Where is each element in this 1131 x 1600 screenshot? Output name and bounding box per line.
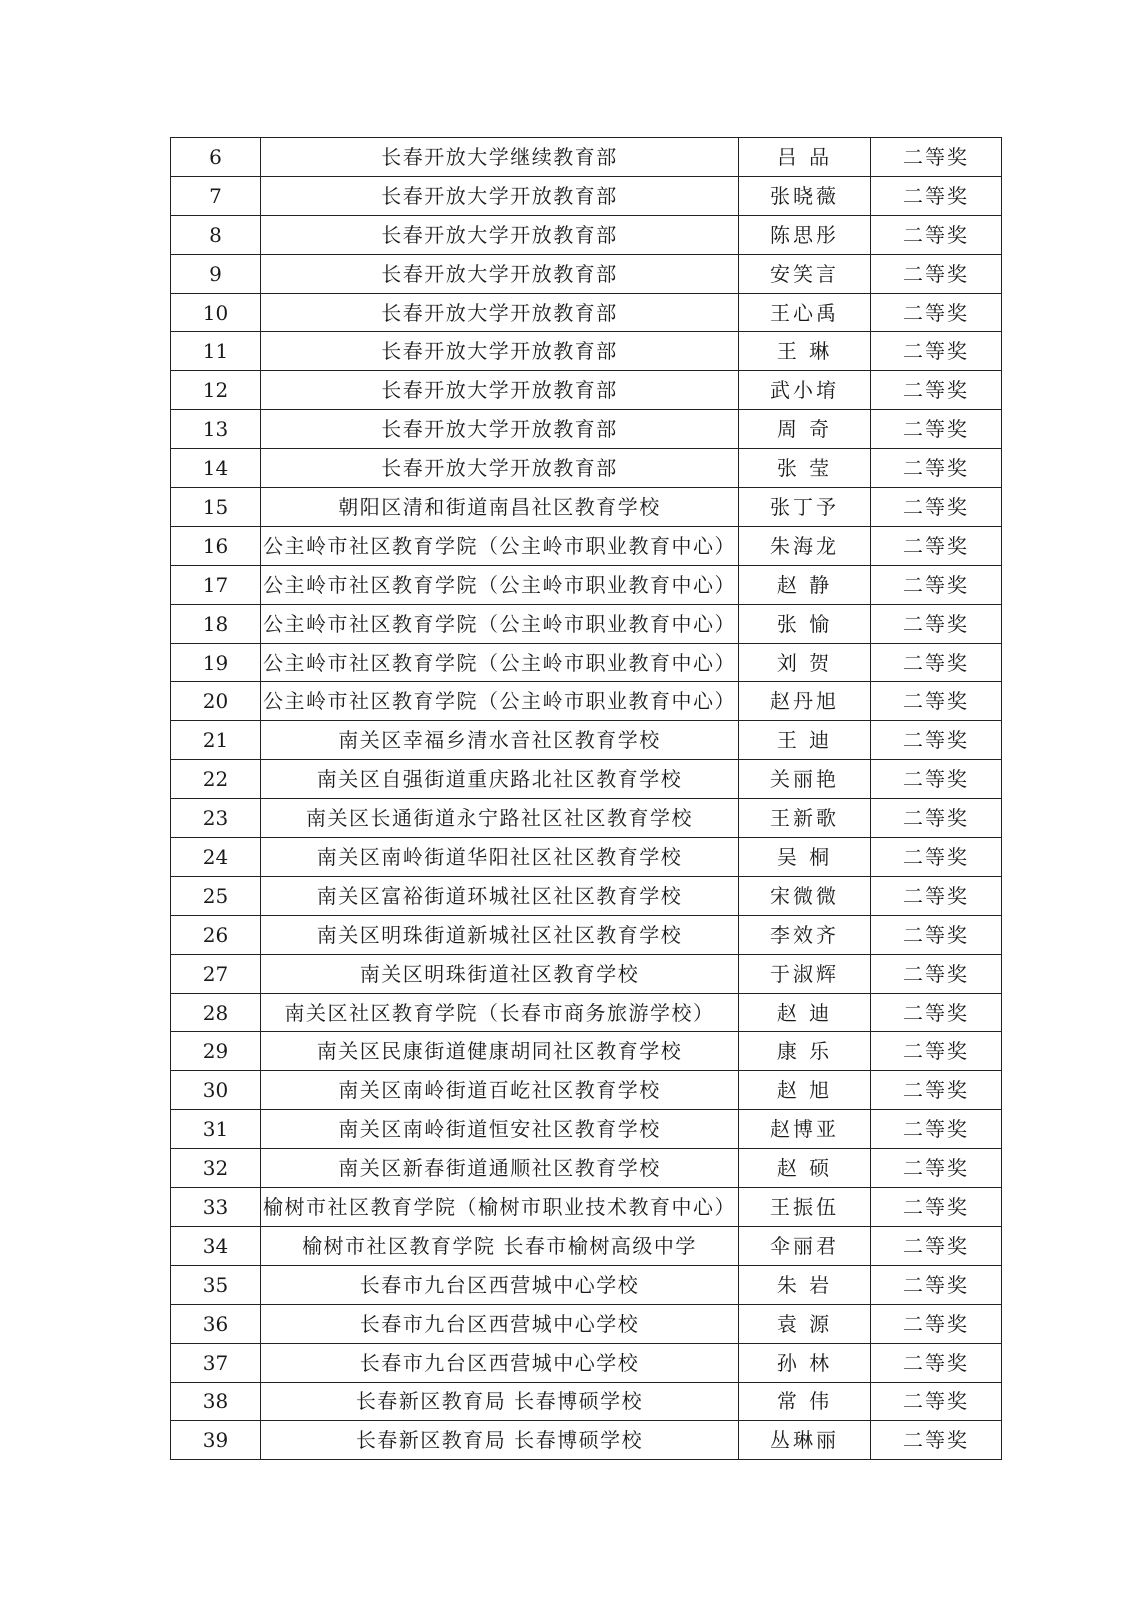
table-row xyxy=(171,1110,1002,1149)
person-name: 赵丹旭 xyxy=(739,682,871,721)
row-number: 21 xyxy=(171,721,261,760)
table-row xyxy=(171,565,1002,604)
row-number: 20 xyxy=(171,682,261,721)
award-level: 二等奖 xyxy=(871,371,1002,410)
row-number: 14 xyxy=(171,449,261,488)
award-level: 二等奖 xyxy=(871,1110,1002,1149)
row-number: 10 xyxy=(171,293,261,332)
unit-name: 南关区南岭街道华阳社区社区教育学校 xyxy=(261,838,739,877)
row-number: 17 xyxy=(171,565,261,604)
person-name: 李效齐 xyxy=(739,915,871,954)
award-level: 二等奖 xyxy=(871,1421,1002,1460)
award-level: 二等奖 xyxy=(871,954,1002,993)
award-level: 二等奖 xyxy=(871,526,1002,565)
person-name: 赵 迪 xyxy=(739,993,871,1032)
award-level: 二等奖 xyxy=(871,176,1002,215)
row-number: 12 xyxy=(171,371,261,410)
person-name: 张 莹 xyxy=(739,449,871,488)
unit-name: 公主岭市社区教育学院（公主岭市职业教育中心） xyxy=(261,526,739,565)
table-row xyxy=(171,254,1002,293)
row-number: 23 xyxy=(171,799,261,838)
table-row xyxy=(171,954,1002,993)
row-number: 37 xyxy=(171,1343,261,1382)
unit-name: 公主岭市社区教育学院（公主岭市职业教育中心） xyxy=(261,682,739,721)
award-level: 二等奖 xyxy=(871,1188,1002,1227)
unit-name: 长春开放大学开放教育部 xyxy=(261,176,739,215)
row-number: 11 xyxy=(171,332,261,371)
award-table xyxy=(170,137,1002,1460)
unit-name: 长春市九台区西营城中心学校 xyxy=(261,1304,739,1343)
person-name: 安笑言 xyxy=(739,254,871,293)
table-row xyxy=(171,371,1002,410)
unit-name: 南关区幸福乡清水音社区教育学校 xyxy=(261,721,739,760)
row-number: 8 xyxy=(171,215,261,254)
table-row xyxy=(171,138,1002,177)
award-level: 二等奖 xyxy=(871,410,1002,449)
person-name: 赵 旭 xyxy=(739,1071,871,1110)
award-table-body xyxy=(171,138,1002,1460)
row-number: 24 xyxy=(171,838,261,877)
unit-name: 南关区富裕街道环城社区社区教育学校 xyxy=(261,876,739,915)
unit-name: 南关区新春街道通顺社区教育学校 xyxy=(261,1149,739,1188)
award-level: 二等奖 xyxy=(871,293,1002,332)
person-name: 赵 静 xyxy=(739,565,871,604)
award-level: 二等奖 xyxy=(871,332,1002,371)
person-name: 赵 硕 xyxy=(739,1149,871,1188)
table-row xyxy=(171,293,1002,332)
row-number: 9 xyxy=(171,254,261,293)
unit-name: 公主岭市社区教育学院（公主岭市职业教育中心） xyxy=(261,604,739,643)
award-level: 二等奖 xyxy=(871,643,1002,682)
table-row xyxy=(171,1188,1002,1227)
table-row xyxy=(171,1304,1002,1343)
unit-name: 南关区明珠街道社区教育学校 xyxy=(261,954,739,993)
person-name: 王 琳 xyxy=(739,332,871,371)
person-name: 朱海龙 xyxy=(739,526,871,565)
table-row xyxy=(171,1032,1002,1071)
table-row xyxy=(171,1382,1002,1421)
row-number: 25 xyxy=(171,876,261,915)
award-level: 二等奖 xyxy=(871,1343,1002,1382)
person-name: 武小堉 xyxy=(739,371,871,410)
award-level: 二等奖 xyxy=(871,1071,1002,1110)
award-level: 二等奖 xyxy=(871,838,1002,877)
row-number: 32 xyxy=(171,1149,261,1188)
award-level: 二等奖 xyxy=(871,565,1002,604)
row-number: 13 xyxy=(171,410,261,449)
row-number: 29 xyxy=(171,1032,261,1071)
table-row xyxy=(171,1421,1002,1460)
person-name: 王心禹 xyxy=(739,293,871,332)
person-name: 吴 桐 xyxy=(739,838,871,877)
person-name: 赵博亚 xyxy=(739,1110,871,1149)
person-name: 关丽艳 xyxy=(739,760,871,799)
table-row xyxy=(171,993,1002,1032)
award-level: 二等奖 xyxy=(871,721,1002,760)
table-row xyxy=(171,682,1002,721)
row-number: 15 xyxy=(171,488,261,527)
unit-name: 公主岭市社区教育学院（公主岭市职业教育中心） xyxy=(261,643,739,682)
award-level: 二等奖 xyxy=(871,254,1002,293)
row-number: 34 xyxy=(171,1226,261,1265)
unit-name: 南关区自强街道重庆路北社区教育学校 xyxy=(261,760,739,799)
table-row xyxy=(171,526,1002,565)
award-level: 二等奖 xyxy=(871,1382,1002,1421)
row-number: 19 xyxy=(171,643,261,682)
award-level: 二等奖 xyxy=(871,1265,1002,1304)
award-level: 二等奖 xyxy=(871,1226,1002,1265)
row-number: 33 xyxy=(171,1188,261,1227)
table-row xyxy=(171,799,1002,838)
table-row xyxy=(171,215,1002,254)
table-row xyxy=(171,838,1002,877)
table-row xyxy=(171,1149,1002,1188)
person-name: 伞丽君 xyxy=(739,1226,871,1265)
person-name: 常 伟 xyxy=(739,1382,871,1421)
award-level: 二等奖 xyxy=(871,449,1002,488)
unit-name: 公主岭市社区教育学院（公主岭市职业教育中心） xyxy=(261,565,739,604)
table-row xyxy=(171,876,1002,915)
unit-name: 长春新区教育局 长春博硕学校 xyxy=(261,1421,739,1460)
row-number: 38 xyxy=(171,1382,261,1421)
unit-name: 长春开放大学开放教育部 xyxy=(261,215,739,254)
table-row xyxy=(171,176,1002,215)
table-row xyxy=(171,604,1002,643)
table-row xyxy=(171,410,1002,449)
unit-name: 长春开放大学开放教育部 xyxy=(261,293,739,332)
award-level: 二等奖 xyxy=(871,1304,1002,1343)
unit-name: 长春开放大学开放教育部 xyxy=(261,371,739,410)
person-name: 于淑辉 xyxy=(739,954,871,993)
unit-name: 长春开放大学开放教育部 xyxy=(261,254,739,293)
unit-name: 朝阳区清和街道南昌社区教育学校 xyxy=(261,488,739,527)
table-row xyxy=(171,915,1002,954)
row-number: 6 xyxy=(171,138,261,177)
table-row xyxy=(171,1343,1002,1382)
table-row xyxy=(171,332,1002,371)
person-name: 吕 品 xyxy=(739,138,871,177)
award-level: 二等奖 xyxy=(871,604,1002,643)
unit-name: 长春开放大学开放教育部 xyxy=(261,332,739,371)
table-row xyxy=(171,488,1002,527)
award-level: 二等奖 xyxy=(871,682,1002,721)
person-name: 张晓薇 xyxy=(739,176,871,215)
row-number: 7 xyxy=(171,176,261,215)
table-row xyxy=(171,760,1002,799)
row-number: 26 xyxy=(171,915,261,954)
award-level: 二等奖 xyxy=(871,138,1002,177)
person-name: 陈思彤 xyxy=(739,215,871,254)
person-name: 袁 源 xyxy=(739,1304,871,1343)
award-level: 二等奖 xyxy=(871,993,1002,1032)
person-name: 周 奇 xyxy=(739,410,871,449)
row-number: 31 xyxy=(171,1110,261,1149)
person-name: 王振伍 xyxy=(739,1188,871,1227)
table-row xyxy=(171,643,1002,682)
row-number: 22 xyxy=(171,760,261,799)
award-level: 二等奖 xyxy=(871,1149,1002,1188)
table-row xyxy=(171,721,1002,760)
unit-name: 榆树市社区教育学院（榆树市职业技术教育中心） xyxy=(261,1188,739,1227)
unit-name: 长春市九台区西营城中心学校 xyxy=(261,1265,739,1304)
person-name: 王 迪 xyxy=(739,721,871,760)
person-name: 张丁予 xyxy=(739,488,871,527)
unit-name: 南关区社区教育学院（长春市商务旅游学校） xyxy=(261,993,739,1032)
person-name: 王新歌 xyxy=(739,799,871,838)
unit-name: 榆树市社区教育学院 长春市榆树高级中学 xyxy=(261,1226,739,1265)
unit-name: 南关区南岭街道百屹社区教育学校 xyxy=(261,1071,739,1110)
table-row xyxy=(171,1226,1002,1265)
person-name: 张 愉 xyxy=(739,604,871,643)
table-row xyxy=(171,1071,1002,1110)
row-number: 39 xyxy=(171,1421,261,1460)
row-number: 16 xyxy=(171,526,261,565)
row-number: 28 xyxy=(171,993,261,1032)
person-name: 康 乐 xyxy=(739,1032,871,1071)
person-name: 朱 岩 xyxy=(739,1265,871,1304)
award-level: 二等奖 xyxy=(871,876,1002,915)
unit-name: 南关区长通街道永宁路社区社区教育学校 xyxy=(261,799,739,838)
award-level: 二等奖 xyxy=(871,799,1002,838)
person-name: 刘 贺 xyxy=(739,643,871,682)
person-name: 丛琳丽 xyxy=(739,1421,871,1460)
row-number: 36 xyxy=(171,1304,261,1343)
unit-name: 南关区南岭街道恒安社区教育学校 xyxy=(261,1110,739,1149)
unit-name: 长春开放大学开放教育部 xyxy=(261,449,739,488)
person-name: 孙 林 xyxy=(739,1343,871,1382)
unit-name: 长春开放大学继续教育部 xyxy=(261,138,739,177)
row-number: 30 xyxy=(171,1071,261,1110)
award-level: 二等奖 xyxy=(871,760,1002,799)
person-name: 宋微微 xyxy=(739,876,871,915)
unit-name: 长春新区教育局 长春博硕学校 xyxy=(261,1382,739,1421)
unit-name: 南关区民康街道健康胡同社区教育学校 xyxy=(261,1032,739,1071)
row-number: 18 xyxy=(171,604,261,643)
award-level: 二等奖 xyxy=(871,215,1002,254)
row-number: 27 xyxy=(171,954,261,993)
row-number: 35 xyxy=(171,1265,261,1304)
award-level: 二等奖 xyxy=(871,915,1002,954)
award-level: 二等奖 xyxy=(871,1032,1002,1071)
table-row xyxy=(171,449,1002,488)
table-row xyxy=(171,1265,1002,1304)
unit-name: 长春开放大学开放教育部 xyxy=(261,410,739,449)
unit-name: 南关区明珠街道新城社区社区教育学校 xyxy=(261,915,739,954)
unit-name: 长春市九台区西营城中心学校 xyxy=(261,1343,739,1382)
award-level: 二等奖 xyxy=(871,488,1002,527)
